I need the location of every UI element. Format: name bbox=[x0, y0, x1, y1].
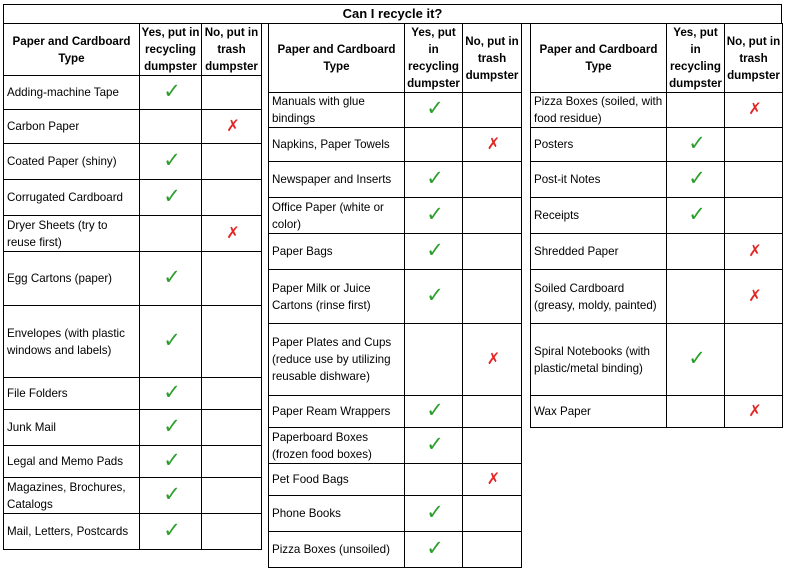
no-cell bbox=[463, 324, 522, 396]
no-cell bbox=[463, 234, 522, 270]
no-cell bbox=[463, 128, 522, 162]
yes-cell bbox=[140, 110, 202, 144]
no-cell bbox=[202, 216, 262, 252]
item-name: Paper Milk or Juice Cartons (rinse first) bbox=[269, 270, 405, 324]
table-row bbox=[269, 532, 522, 568]
no-cell bbox=[463, 162, 522, 198]
table-row bbox=[269, 162, 522, 198]
yes-cell bbox=[140, 76, 202, 110]
item-name: Napkins, Paper Towels bbox=[269, 128, 405, 162]
yes-column-header: Yes, put in recycling dumpster bbox=[140, 24, 202, 76]
item-name: Corrugated Cardboard bbox=[4, 180, 140, 216]
yes-cell bbox=[140, 306, 202, 378]
table-row bbox=[531, 128, 783, 162]
item-name: Pizza Boxes (soiled, with food residue) bbox=[531, 93, 667, 128]
checkmark-icon: ✓ bbox=[163, 448, 181, 472]
yes-cell bbox=[667, 396, 725, 428]
table-row bbox=[531, 324, 783, 396]
no-cell bbox=[202, 144, 262, 180]
table-row bbox=[4, 306, 262, 378]
item-name: Dryer Sheets (try to reuse first) bbox=[4, 216, 140, 252]
table-row bbox=[269, 128, 522, 162]
checkmark-icon: ✓ bbox=[163, 328, 181, 352]
yes-cell bbox=[405, 532, 463, 568]
table-row bbox=[4, 378, 262, 410]
table-row bbox=[269, 428, 522, 464]
yes-cell bbox=[405, 128, 463, 162]
type-column-header: Paper and Cardboard Type bbox=[269, 24, 405, 93]
item-name: Coated Paper (shiny) bbox=[4, 144, 140, 180]
no-cell bbox=[202, 110, 262, 144]
table-row bbox=[269, 324, 522, 396]
yes-cell bbox=[140, 514, 202, 550]
checkmark-icon: ✓ bbox=[163, 79, 181, 103]
item-name: Pet Food Bags bbox=[269, 464, 405, 496]
recycling-table-column-1 bbox=[3, 23, 262, 550]
x-mark-icon: ✗ bbox=[748, 101, 762, 118]
yes-cell bbox=[140, 216, 202, 252]
checkmark-icon: ✓ bbox=[688, 166, 706, 190]
yes-cell bbox=[405, 324, 463, 396]
yes-cell bbox=[140, 410, 202, 446]
table-row bbox=[4, 478, 262, 514]
table-row bbox=[4, 216, 262, 252]
item-name: Paper Ream Wrappers bbox=[269, 396, 405, 428]
no-cell bbox=[725, 198, 783, 234]
no-cell bbox=[725, 324, 783, 396]
checkmark-icon: ✓ bbox=[163, 184, 181, 208]
yes-cell bbox=[667, 128, 725, 162]
checkmark-icon: ✓ bbox=[163, 414, 181, 438]
yes-cell bbox=[667, 93, 725, 128]
no-cell bbox=[202, 76, 262, 110]
yes-cell bbox=[405, 234, 463, 270]
item-name: Paper Plates and Cups (reduce use by utilizing reusable dishware) bbox=[269, 324, 405, 396]
item-name: Magazines, Brochures, Catalogs bbox=[4, 478, 140, 514]
item-name: Paper Bags bbox=[269, 234, 405, 270]
checkmark-icon: ✓ bbox=[426, 432, 444, 456]
table-row bbox=[269, 396, 522, 428]
no-cell bbox=[725, 234, 783, 270]
yes-cell bbox=[667, 324, 725, 396]
checkmark-icon: ✓ bbox=[163, 265, 181, 289]
yes-cell bbox=[140, 252, 202, 306]
yes-cell bbox=[405, 464, 463, 496]
no-cell bbox=[463, 428, 522, 464]
item-name: File Folders bbox=[4, 378, 140, 410]
x-mark-icon: ✗ bbox=[226, 117, 240, 135]
no-cell bbox=[202, 446, 262, 478]
yes-cell bbox=[405, 198, 463, 234]
no-cell bbox=[202, 180, 262, 216]
item-name: Soiled Cardboard (greasy, moldy, painted) bbox=[531, 270, 667, 324]
table-row bbox=[4, 446, 262, 478]
checkmark-icon: ✓ bbox=[426, 283, 444, 307]
x-mark-icon: ✗ bbox=[748, 402, 762, 420]
yes-cell bbox=[405, 270, 463, 324]
yes-cell bbox=[140, 180, 202, 216]
item-name: Envelopes (with plastic windows and labels) bbox=[4, 306, 140, 378]
yes-cell bbox=[140, 478, 202, 514]
x-mark-icon: ✗ bbox=[748, 287, 762, 305]
checkmark-icon: ✓ bbox=[426, 500, 444, 524]
checkmark-icon: ✓ bbox=[688, 346, 706, 370]
page-title: Can I recycle it? bbox=[3, 4, 782, 24]
yes-cell bbox=[405, 93, 463, 128]
yes-cell bbox=[667, 234, 725, 270]
table-row bbox=[4, 144, 262, 180]
checkmark-icon: ✓ bbox=[163, 482, 181, 506]
no-cell bbox=[202, 478, 262, 514]
yes-column-header: Yes, put in recycling dumpster bbox=[405, 24, 463, 93]
x-mark-icon: ✗ bbox=[486, 350, 501, 368]
no-cell bbox=[463, 198, 522, 234]
no-cell bbox=[463, 270, 522, 324]
item-name: Mail, Letters, Postcards bbox=[4, 514, 140, 550]
table-row bbox=[531, 270, 783, 324]
no-cell bbox=[202, 514, 262, 550]
yes-cell bbox=[405, 496, 463, 532]
x-mark-icon: ✗ bbox=[748, 242, 762, 260]
item-name: Legal and Memo Pads bbox=[4, 446, 140, 478]
item-name: Posters bbox=[531, 128, 667, 162]
no-cell bbox=[725, 162, 783, 198]
item-name: Carbon Paper bbox=[4, 110, 140, 144]
no-cell bbox=[463, 532, 522, 568]
yes-cell bbox=[405, 428, 463, 464]
no-column-header: No, put in trash dumpster bbox=[202, 24, 262, 76]
checkmark-icon: ✓ bbox=[426, 166, 444, 190]
checkmark-icon: ✓ bbox=[426, 97, 444, 120]
checkmark-icon: ✓ bbox=[163, 518, 181, 542]
checkmark-icon: ✓ bbox=[688, 202, 706, 226]
x-mark-icon: ✗ bbox=[486, 470, 501, 488]
no-cell bbox=[725, 93, 783, 128]
no-cell bbox=[725, 270, 783, 324]
item-name: Manuals with glue bindings bbox=[269, 93, 405, 128]
item-name: Receipts bbox=[531, 198, 667, 234]
recycling-table-column-2 bbox=[268, 23, 522, 568]
table-row bbox=[269, 198, 522, 234]
item-name: Phone Books bbox=[269, 496, 405, 532]
x-mark-icon: ✗ bbox=[486, 135, 501, 153]
checkmark-icon: ✓ bbox=[688, 131, 706, 155]
no-column-header: No, put in trash dumpster bbox=[463, 24, 522, 93]
item-name: Spiral Notebooks (with plastic/metal binding) bbox=[531, 324, 667, 396]
item-name: Paperboard Boxes (frozen food boxes) bbox=[269, 428, 405, 464]
yes-column-header: Yes, put in recycling dumpster bbox=[667, 24, 725, 93]
item-name: Wax Paper bbox=[531, 396, 667, 428]
checkmark-icon: ✓ bbox=[163, 148, 181, 172]
table-row bbox=[4, 76, 262, 110]
table-row bbox=[4, 110, 262, 144]
item-name: Junk Mail bbox=[4, 410, 140, 446]
table-row bbox=[269, 464, 522, 496]
table-row bbox=[531, 396, 783, 428]
item-name: Office Paper (white or color) bbox=[269, 198, 405, 234]
checkmark-icon: ✓ bbox=[426, 238, 444, 262]
table-row bbox=[531, 198, 783, 234]
no-cell bbox=[725, 396, 783, 428]
item-name: Newspaper and Inserts bbox=[269, 162, 405, 198]
header-row bbox=[531, 24, 783, 93]
table-row bbox=[269, 234, 522, 270]
no-cell bbox=[463, 464, 522, 496]
yes-cell bbox=[667, 270, 725, 324]
recycling-table-column-3 bbox=[530, 23, 783, 428]
table-row bbox=[269, 496, 522, 532]
type-column-header: Paper and Cardboard Type bbox=[4, 24, 140, 76]
no-cell bbox=[202, 306, 262, 378]
checkmark-icon: ✓ bbox=[426, 398, 444, 422]
no-cell bbox=[202, 252, 262, 306]
no-column-header: No, put in trash dumpster bbox=[725, 24, 783, 93]
yes-cell bbox=[667, 162, 725, 198]
type-column-header: Paper and Cardboard Type bbox=[531, 24, 667, 93]
x-mark-icon: ✗ bbox=[226, 224, 240, 242]
yes-cell bbox=[140, 446, 202, 478]
no-cell bbox=[202, 378, 262, 410]
no-cell bbox=[202, 410, 262, 446]
table-row bbox=[531, 234, 783, 270]
no-cell bbox=[463, 93, 522, 128]
item-name: Adding-machine Tape bbox=[4, 76, 140, 110]
table-row bbox=[531, 162, 783, 198]
item-name: Egg Cartons (paper) bbox=[4, 252, 140, 306]
yes-cell bbox=[667, 198, 725, 234]
checkmark-icon: ✓ bbox=[163, 380, 181, 404]
item-name: Pizza Boxes (unsoiled) bbox=[269, 532, 405, 568]
checkmark-icon: ✓ bbox=[426, 202, 444, 226]
table-row bbox=[4, 410, 262, 446]
no-cell bbox=[463, 396, 522, 428]
header-row bbox=[4, 24, 262, 76]
item-name: Post-it Notes bbox=[531, 162, 667, 198]
table-row bbox=[4, 180, 262, 216]
yes-cell bbox=[405, 396, 463, 428]
header-row bbox=[269, 24, 522, 93]
item-name: Shredded Paper bbox=[531, 234, 667, 270]
table-row bbox=[4, 514, 262, 550]
checkmark-icon: ✓ bbox=[426, 536, 444, 560]
no-cell bbox=[725, 128, 783, 162]
no-cell bbox=[463, 496, 522, 532]
table-row bbox=[4, 252, 262, 306]
yes-cell bbox=[405, 162, 463, 198]
yes-cell bbox=[140, 378, 202, 410]
table-row bbox=[531, 93, 783, 128]
table-row bbox=[269, 270, 522, 324]
table-row bbox=[269, 93, 522, 128]
yes-cell bbox=[140, 144, 202, 180]
